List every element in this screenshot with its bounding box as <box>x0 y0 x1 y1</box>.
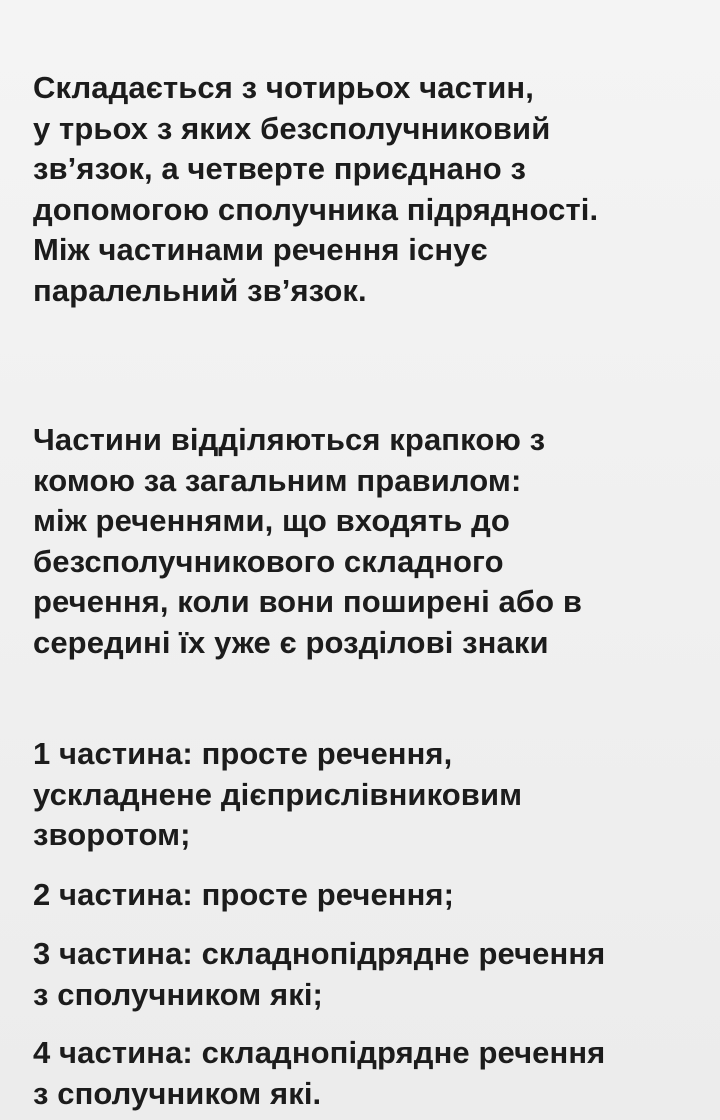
text-line: Між частинами речення існує <box>33 232 488 267</box>
text-line: між реченнями, що входять до <box>33 503 510 538</box>
text-line: 2 частина: просте речення; <box>33 876 455 912</box>
text-line: паралельний зв’язок. <box>33 272 367 308</box>
structure-paragraph <box>33 68 700 311</box>
text-line: ускладнене дієприслівниковим <box>33 776 523 812</box>
punctuation-paragraph <box>33 420 700 663</box>
text-line: зворотом; <box>33 817 191 852</box>
part-1-description <box>33 734 700 856</box>
text-line: з сполучником які. <box>33 1075 322 1111</box>
text-line: допомогою сполучника підрядності. <box>33 191 599 227</box>
text-line: зв’язок, а четверте приєднано з <box>33 151 527 186</box>
part-4-description <box>33 1033 700 1114</box>
text-line: Складається з чотирьох частин, <box>33 70 534 105</box>
text-line: 1 частина: просте речення, <box>33 736 453 771</box>
text-line: комою за загальним правилом: <box>33 462 522 498</box>
part-2-description <box>33 875 700 916</box>
text-line: речення, коли вони поширені або в <box>33 584 582 619</box>
part-3-description <box>33 934 700 1015</box>
text-line: 4 частина: складнопідрядне речення <box>33 1035 606 1070</box>
text-line: 3 частина: складнопідрядне речення <box>33 936 606 971</box>
text-line: Частини відділяються крапкою з <box>33 422 546 457</box>
text-line: у трьох з яких безсполучниковий <box>33 110 551 146</box>
text-line: з сполучником які; <box>33 976 323 1012</box>
text-line: безсполучникового складного <box>33 543 504 579</box>
text-line: середині їх уже є розділові знаки <box>33 624 549 660</box>
